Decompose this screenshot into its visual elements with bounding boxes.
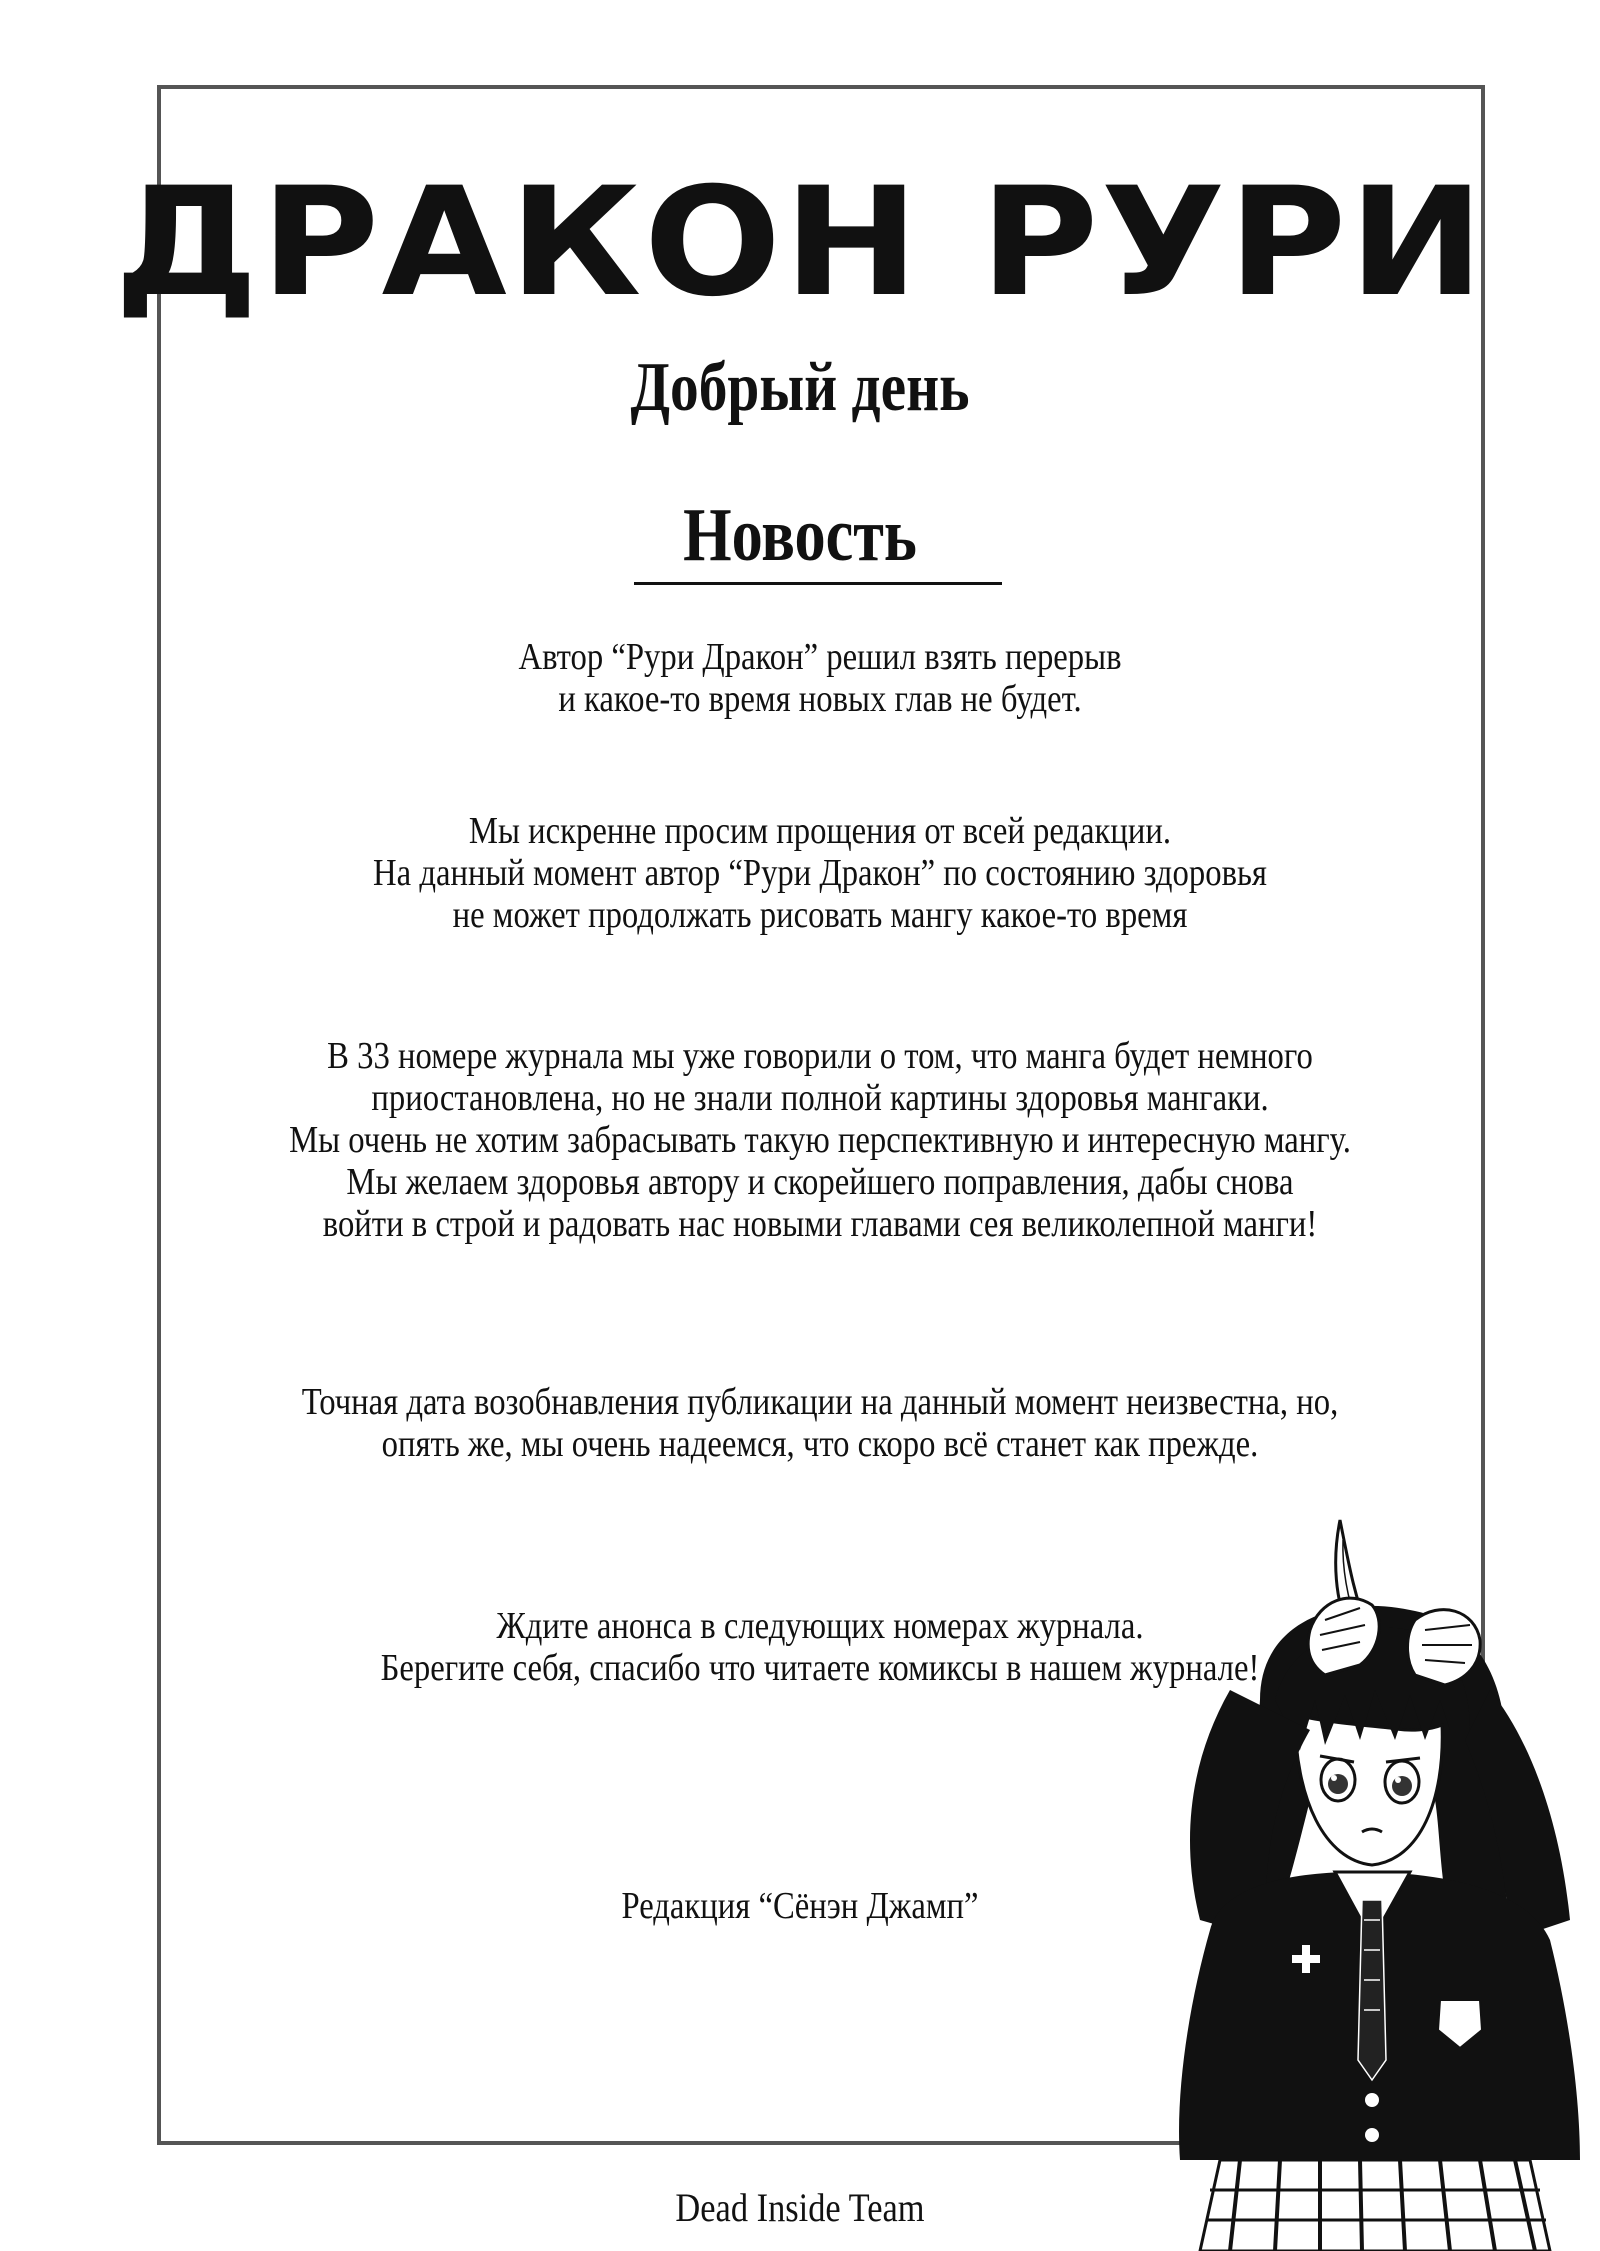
paragraph-4 bbox=[252, 1381, 1387, 1465]
editorial-signature: Редакция “Сёнэн Джамп” bbox=[621, 1885, 979, 1927]
paragraph-line: Берегите себя, спасибо что читаете комиксы в нашем журнале! bbox=[380, 1647, 1260, 1689]
paragraph-line: Автор “Рури Дракон” решил взять перерыв bbox=[518, 636, 1122, 678]
paragraph-line: Мы желаем здоровья автору и скорейшего поправления, дабы снова bbox=[346, 1161, 1294, 1203]
paragraph-line: и какое-то время новых глав не будет. bbox=[558, 678, 1082, 720]
greeting-heading: Добрый день bbox=[630, 349, 970, 426]
paragraph-line: Ждите анонса в следующих номерах журнала. bbox=[496, 1605, 1144, 1647]
news-underline bbox=[634, 582, 1002, 585]
paragraph-line: приостановлена, но не знали полной картины здоровья мангаки. bbox=[371, 1077, 1269, 1119]
logo-title: ДРАКОН РУРИ bbox=[113, 156, 1487, 330]
character-illustration bbox=[1110, 1500, 1600, 2251]
paragraph-line: войти в строй и радовать нас новыми главами сея великолепной манги! bbox=[322, 1203, 1318, 1245]
paragraph-line: На данный момент автор “Рури Дракон” по состоянию здоровья bbox=[373, 852, 1267, 894]
manga-logo bbox=[0, 156, 1600, 330]
team-credit: Dead Inside Team bbox=[675, 2185, 925, 2230]
paragraph-1 bbox=[252, 636, 1387, 720]
news-heading: Новость bbox=[683, 493, 917, 577]
paragraph-line: Мы искренне просим прощения от всей редакции. bbox=[468, 810, 1172, 852]
paragraph-2 bbox=[252, 810, 1387, 936]
paragraph-line: Точная дата возобнавления публикации на данный момент неизвестна, но, bbox=[301, 1381, 1339, 1423]
paragraph-line: опять же, мы очень надеемся, что скоро всё станет как прежде. bbox=[381, 1423, 1259, 1465]
paragraph-3 bbox=[252, 1035, 1387, 1245]
paragraph-line: Мы очень не хотим забрасывать такую перспективную и интересную мангу. bbox=[289, 1119, 1351, 1161]
paragraph-line: не может продолжать рисовать мангу какое-то время bbox=[452, 894, 1188, 936]
paragraph-line: В 33 номере журнала мы уже говорили о том, что манга будет немного bbox=[327, 1035, 1313, 1077]
